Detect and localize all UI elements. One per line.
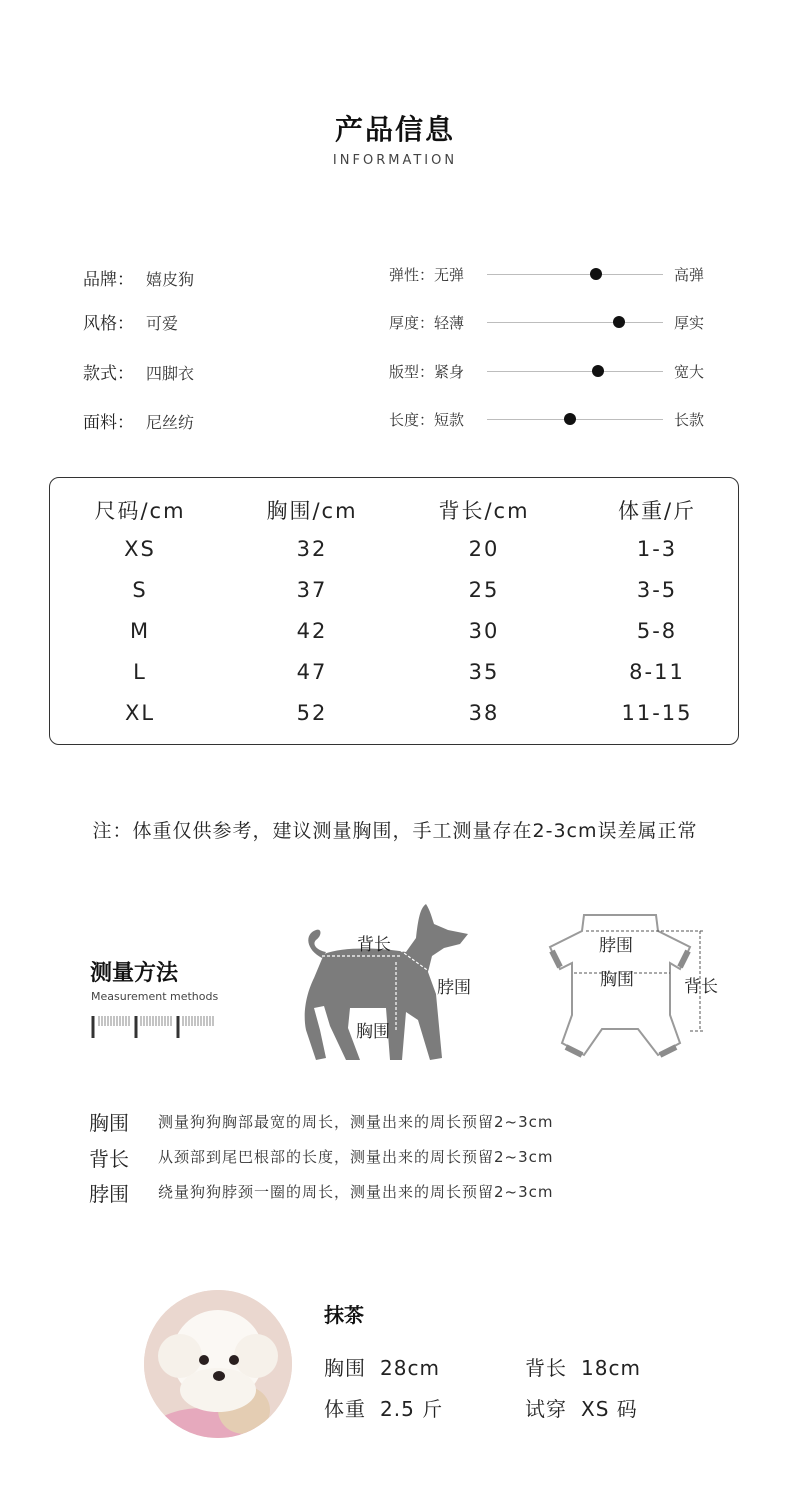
size-cell: 38 (468, 701, 500, 725)
model-stat-size: 试穿 XS 码 (525, 1397, 638, 1421)
dog-label-back: 背长 (357, 935, 391, 955)
attribute-label: 面料： (83, 413, 134, 433)
scale-fit-marker (592, 365, 604, 377)
scale-length-high: 长款 (674, 411, 705, 429)
scale-fit-high: 宽大 (674, 363, 705, 381)
scale-length-marker (564, 413, 576, 425)
page-title: 产品信息 (334, 113, 455, 146)
size-cell: 20 (468, 537, 500, 561)
size-cell: M (129, 619, 151, 643)
model-stat-weight: 体重 2.5 斤 (324, 1397, 444, 1421)
attribute-type (83, 359, 194, 384)
scale-elasticity-marker (590, 268, 602, 280)
dog-label-neck: 脖围 (437, 978, 471, 998)
size-cell: XL (124, 701, 156, 725)
garment-label-chest: 胸围 (600, 970, 634, 990)
size-cell: 1-3 (636, 537, 678, 561)
scale-thickness-marker (613, 316, 625, 328)
size-cell: 42 (296, 619, 328, 643)
model-avatar (144, 1290, 292, 1438)
measurement-note: 注：体重仅供参考，建议测量胸围，手工测量存在2-3cm误差属正常 (92, 820, 698, 842)
scale-fit-label: 版型：紧身 (389, 363, 465, 381)
scale-thickness-track (487, 322, 663, 323)
size-cell: 3-5 (636, 578, 678, 602)
dog-label-chest: 胸围 (356, 1022, 390, 1042)
scale-thickness-label: 厚度：轻薄 (389, 314, 465, 332)
attribute-label: 品牌： (83, 270, 134, 290)
size-header-chest: 胸围/cm (266, 499, 358, 523)
scale-elasticity-track (487, 274, 663, 275)
size-cell: 32 (296, 537, 328, 561)
attribute-label: 款式： (83, 364, 134, 384)
definition-term-neck: 脖围 (89, 1182, 129, 1206)
definition-term-back: 背长 (89, 1147, 129, 1171)
scale-length-label: 长度：短款 (389, 411, 465, 429)
measure-subtitle: Measurement methods (91, 990, 219, 1003)
size-cell: XS (124, 537, 156, 561)
size-cell: 5-8 (636, 619, 678, 643)
size-header-back: 背长/cm (438, 499, 530, 523)
size-cell: 52 (296, 701, 328, 725)
scale-thickness-high: 厚实 (674, 314, 705, 332)
attribute-fabric (83, 408, 194, 433)
poodle-photo-icon (144, 1290, 292, 1438)
attribute-style (83, 309, 178, 334)
ruler-icon (90, 1014, 220, 1040)
size-cell: 25 (468, 578, 500, 602)
attribute-value: 尼丝纺 (146, 413, 195, 432)
size-cell: 8-11 (629, 660, 685, 684)
definition-text-chest: 测量狗狗胸部最宽的周长，测量出来的周长预留2~3cm (158, 1113, 554, 1131)
attribute-value: 可爱 (146, 314, 179, 333)
attribute-label: 风格： (83, 314, 134, 334)
garment-label-back: 背长 (684, 977, 718, 997)
model-name: 抹茶 (324, 1303, 364, 1327)
definition-text-back: 从颈部到尾巴根部的长度，测量出来的周长预留2~3cm (158, 1148, 554, 1166)
size-cell: 35 (468, 660, 500, 684)
size-header-size: 尺码/cm (94, 499, 186, 523)
size-cell: 47 (296, 660, 328, 684)
definition-text-neck: 绕量狗狗脖颈一圈的周长，测量出来的周长预留2~3cm (158, 1183, 554, 1201)
model-stat-back: 背长 18cm (525, 1356, 641, 1380)
size-cell: L (133, 660, 147, 684)
size-header-weight: 体重/斤 (617, 499, 697, 523)
garment-label-neck: 脖围 (599, 936, 633, 956)
scale-elasticity-label: 弹性：无弹 (389, 266, 465, 284)
measure-title: 测量方法 (90, 961, 179, 986)
size-cell: 11-15 (621, 701, 693, 725)
size-cell: 37 (296, 578, 328, 602)
attribute-value: 四脚衣 (146, 364, 195, 383)
size-cell: 30 (468, 619, 500, 643)
attribute-brand (83, 265, 194, 290)
size-cell: S (132, 578, 148, 602)
page-subtitle: INFORMATION (332, 153, 458, 168)
scale-elasticity-high: 高弹 (674, 266, 705, 284)
scale-fit-track (487, 371, 663, 372)
model-stat-chest: 胸围 28cm (324, 1356, 440, 1380)
definition-term-chest: 胸围 (89, 1111, 129, 1135)
attribute-value: 嬉皮狗 (146, 270, 195, 289)
